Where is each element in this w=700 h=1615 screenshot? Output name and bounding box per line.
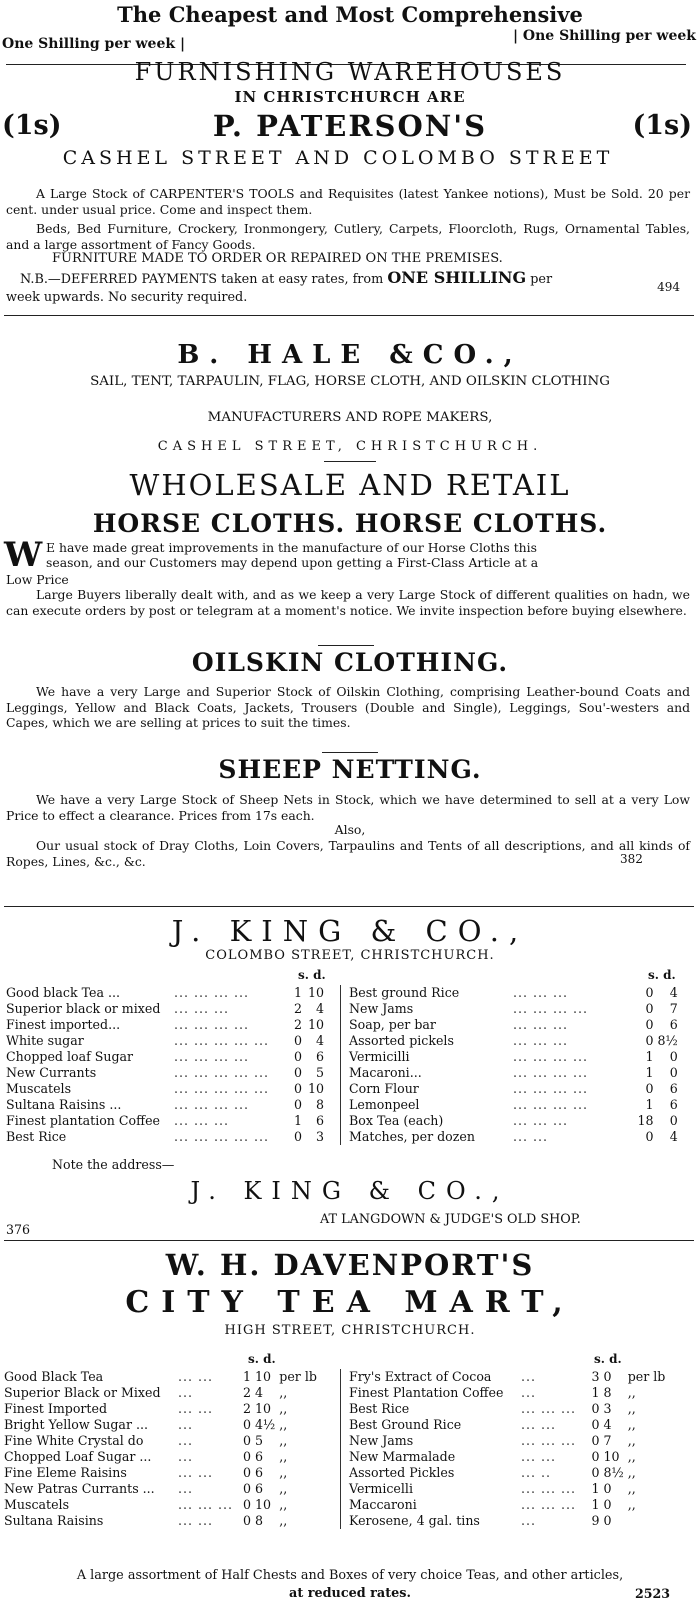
item-pence: 8½ (657, 1033, 678, 1048)
paterson-badge-right: (1s) (632, 110, 692, 141)
price-row (341, 1017, 680, 1033)
price-row (341, 1049, 680, 1065)
item-pence: 8 (255, 1513, 264, 1528)
price-row (2, 1369, 323, 1385)
hale-manufacturers: MANUFACTURERS AND ROPE MAKERS, (207, 410, 493, 425)
hale-horse-para-line3: Low Price (6, 572, 69, 587)
item-shillings: 1 (243, 1369, 252, 1384)
item-shillings: 0 (645, 985, 654, 1000)
hale-address-rule (324, 461, 376, 462)
price-row (2, 1401, 323, 1417)
item-pence: 4 (669, 985, 678, 1000)
item-name: Good black Tea ... (6, 985, 120, 1000)
paterson-nb-start: N.B.—DEFERRED PAYMENTS taken at easy rates, from (20, 272, 384, 287)
item-unit: ,, (627, 1385, 636, 1400)
item-pence: 4½ (255, 1417, 276, 1432)
item-pence: 3 (315, 1129, 324, 1144)
item-name: Chopped loaf Sugar (6, 1049, 134, 1064)
item-name: White sugar (6, 1033, 84, 1048)
paterson-furniture: FURNITURE MADE TO ORDER OR REPAIRED ON THE PREMISES. (52, 251, 503, 266)
davenport-right-price-table (340, 1369, 672, 1529)
item-shillings: 0 (243, 1449, 252, 1464)
king-left-header-d: d. (313, 968, 326, 982)
item-shillings: 0 (243, 1497, 252, 1512)
item-dots: ... ... ... ... (513, 1097, 589, 1112)
paterson-heading: The Cheapest and Most Comprehensive (117, 2, 583, 27)
item-shillings: 0 (243, 1433, 252, 1448)
item-name: Muscatels (6, 1081, 72, 1096)
item-unit (626, 1513, 672, 1529)
price-row (341, 1129, 680, 1145)
item-pence: 0 (603, 1497, 612, 1512)
price-row (341, 1417, 672, 1433)
item-dots: ... ... (521, 1417, 557, 1432)
price-row (341, 1369, 672, 1385)
item-name: Best Rice (341, 1401, 520, 1417)
hale-name: B. HALE &CO., (177, 340, 523, 370)
item-dots: ... ... ... ... ... (174, 1081, 270, 1096)
item-name: Assorted pickels (341, 1033, 512, 1049)
price-row (2, 1513, 323, 1529)
item-pence: 5 (255, 1433, 264, 1448)
price-row (4, 1081, 326, 1097)
item-dots: ... (521, 1513, 537, 1528)
item-dots: ... (521, 1385, 537, 1400)
price-row (341, 1065, 680, 1081)
item-name: Superior Black or Mixed (4, 1385, 161, 1400)
hale-usual-para: Our usual stock of Dray Cloths, Loin Covers, Tarpaulins and Tents of all descriptions, and all kinds of Ropes, Lines, &c., &c. (6, 838, 690, 869)
king-left-price-table (4, 985, 326, 1145)
price-row (341, 1465, 672, 1481)
item-name: Good Black Tea (4, 1369, 104, 1384)
item-pence: 4 (669, 1129, 678, 1144)
item-shillings: 0 (243, 1417, 252, 1432)
item-shillings: 0 (591, 1401, 600, 1416)
davenport-left-price-table (2, 1369, 323, 1529)
item-name: Finest Plantation Coffee (341, 1385, 520, 1401)
item-dots: ... (178, 1449, 194, 1464)
item-shillings: 1 (591, 1385, 600, 1400)
davenport-right-header (594, 1352, 622, 1366)
item-shillings: 2 (243, 1385, 252, 1400)
paterson-in-christchurch: IN CHRISTCHURCH ARE (234, 88, 466, 106)
item-shillings: 9 (591, 1513, 600, 1528)
item-dots: ... ... ... ... (174, 1097, 250, 1112)
item-shillings: 0 (591, 1433, 600, 1448)
paterson-name: P. PATERSON'S (212, 109, 488, 143)
item-name: Box Tea (each) (341, 1113, 512, 1129)
item-dots: ... ... ... ... (174, 985, 250, 1000)
item-dots: ... ... ... (513, 1017, 569, 1032)
price-row (4, 1033, 326, 1049)
price-row (341, 1001, 680, 1017)
hale-oilskin-heading: OILSKIN CLOTHING. (191, 648, 509, 677)
item-pence: 8½ (603, 1465, 624, 1480)
item-unit: per lb (627, 1369, 666, 1384)
item-shillings: 0 (293, 1129, 302, 1144)
item-shillings: 3 (591, 1369, 600, 1384)
item-name: Macaroni... (341, 1065, 512, 1081)
divider-3 (4, 1240, 694, 1241)
price-row (341, 1449, 672, 1465)
item-shillings: 0 (591, 1449, 600, 1464)
davenport-mart: CITY TEA MART, (125, 1285, 575, 1320)
item-pence: 0 (669, 1065, 678, 1080)
paterson-shilling-left: One Shilling per week | (2, 36, 186, 52)
item-name: Sultana Raisins (4, 1513, 104, 1528)
hale-address: CASHEL STREET, CHRISTCHURCH. (157, 439, 543, 454)
item-shillings: 0 (243, 1513, 252, 1528)
item-pence: 5 (315, 1065, 324, 1080)
item-unit: per lb (279, 1369, 317, 1384)
hale-horse-cloths: HORSE CLOTHS. HORSE CLOTHS. (92, 509, 608, 538)
item-unit: ,, (279, 1497, 288, 1512)
paterson-nb-end: per (530, 272, 553, 287)
item-name: Soap, per bar (341, 1017, 512, 1033)
price-row (341, 1481, 672, 1497)
item-shillings: 1 (591, 1481, 600, 1496)
item-dots: ... ... (521, 1449, 557, 1464)
item-unit: ,, (279, 1417, 288, 1432)
item-dots: ... ... ... (513, 985, 569, 1000)
item-shillings: 0 (293, 1065, 302, 1080)
price-row (4, 1049, 326, 1065)
paterson-nb-line2: week upwards. No security required. (6, 290, 248, 305)
item-dots: ... ... ... ... ... (174, 1033, 270, 1048)
price-row (4, 1001, 326, 1017)
hale-horse-para-line2: season, and our Customers may depend upon getting a First-Class Article at a (46, 555, 539, 570)
king-right-header-d: d. (663, 968, 676, 982)
item-pence: 0 (603, 1481, 612, 1496)
item-dots: ... (521, 1369, 537, 1384)
item-unit: ,, (627, 1465, 636, 1480)
hale-oilskin-para: We have a very Large and Superior Stock of Oilskin Clothing, comprising Leather-bound Coats and Leggings, Yellow and Black Coats, Jackets, Trousers (Double and Single), Leggings, Sou'-westers and Capes, which we are selling at prices to suit the times. (6, 684, 690, 730)
davenport-left-header (248, 1352, 276, 1366)
paterson-nb (20, 268, 552, 287)
price-row (4, 1017, 326, 1033)
item-pence: 7 (603, 1433, 612, 1448)
hale-oilskin-rule (318, 645, 374, 646)
item-pence: 10 (255, 1401, 272, 1416)
item-name: Assorted Pickles (341, 1465, 520, 1481)
item-dots: ... ... ... (174, 1113, 230, 1128)
paterson-warehouses: FURNISHING WAREHOUSES (134, 58, 566, 86)
item-shillings: 0 (243, 1481, 252, 1496)
hale-wholesale: WHOLESALE AND RETAIL (129, 468, 571, 502)
king-right-price-table (340, 985, 680, 1145)
item-pence: 0 (669, 1113, 678, 1128)
item-unit: ,, (279, 1385, 288, 1400)
item-shillings: 0 (293, 1097, 302, 1112)
item-pence: 4 (255, 1385, 264, 1400)
item-pence: 4 (603, 1417, 612, 1432)
item-pence: 10 (307, 985, 324, 1000)
item-shillings: 2 (293, 1017, 302, 1032)
price-row (2, 1417, 323, 1433)
davenport-left-header-s: s. (248, 1352, 259, 1366)
price-row (341, 1433, 672, 1449)
divider-1 (4, 315, 694, 316)
price-row (2, 1433, 323, 1449)
item-dots: ... ... ... ... (174, 1017, 250, 1032)
item-name: Lemonpeel (341, 1097, 512, 1113)
price-row (341, 1081, 680, 1097)
item-dots: ... (178, 1481, 194, 1496)
king-left-header (298, 968, 326, 982)
paterson-para-tools: A Large Stock of CARPENTER'S TOOLS and Requisites (latest Yankee notions), Must be Sold. 20 per cent. under usual price. Come and inspect them. (6, 186, 690, 217)
king-note: Note the address— (52, 1157, 175, 1172)
item-shillings: 2 (293, 1001, 302, 1016)
price-row (2, 1481, 323, 1497)
item-name: Finest imported... (6, 1017, 121, 1032)
item-name: Fry's Extract of Cocoa (341, 1369, 520, 1385)
price-row (341, 1385, 672, 1401)
king-number: 376 (6, 1222, 31, 1237)
item-shillings: 0 (243, 1465, 252, 1480)
item-name: Best Rice (6, 1129, 67, 1144)
item-name: Finest Imported (4, 1401, 108, 1416)
item-name: New Currants (6, 1065, 97, 1080)
item-dots: ... ... (178, 1513, 214, 1528)
item-dots: ... ... ... ... (513, 1081, 589, 1096)
item-shillings: 0 (293, 1081, 302, 1096)
item-name: Sultana Raisins ... (6, 1097, 122, 1112)
item-name: Matches, per dozen (341, 1129, 512, 1145)
item-pence: 4 (315, 1033, 324, 1048)
king-right-header (648, 968, 676, 982)
hale-buyers-para: Large Buyers liberally dealt with, and as we keep a very Large Stock of different qualities on hadn, we can execute orders by post or telegram at a moment's notice. We invite inspection before buying elsewhere. (6, 587, 690, 618)
item-shillings: 1 (293, 1113, 302, 1128)
item-name: Chopped Loaf Sugar ... (4, 1449, 152, 1464)
divider-2 (4, 906, 694, 907)
item-unit: ,, (627, 1433, 636, 1448)
item-pence: 6 (669, 1017, 678, 1032)
item-shillings: 0 (645, 1081, 654, 1096)
king-address: COLOMBO STREET, CHRISTCHURCH. (205, 948, 495, 963)
price-row (341, 1401, 672, 1417)
item-unit: ,, (279, 1401, 288, 1416)
hale-also: Also, (334, 822, 366, 837)
item-dots: ... (178, 1417, 194, 1432)
item-shillings: 1 (293, 985, 302, 1000)
item-pence: 6 (255, 1481, 264, 1496)
item-pence: 6 (255, 1465, 264, 1480)
item-shillings: 0 (645, 1129, 654, 1144)
item-pence: 7 (669, 1001, 678, 1016)
item-unit: ,, (627, 1417, 636, 1432)
item-dots: ... ... ... ... (513, 1001, 589, 1016)
item-pence: 10 (307, 1081, 324, 1096)
item-name: Superior black or mixed (6, 1001, 161, 1016)
price-row (4, 1113, 326, 1129)
item-unit: ,, (279, 1433, 288, 1448)
davenport-right-header-d: d. (609, 1352, 622, 1366)
item-shillings: 2 (243, 1401, 252, 1416)
item-pence: 10 (307, 1017, 324, 1032)
price-row (2, 1497, 323, 1513)
price-row (2, 1385, 323, 1401)
davenport-footer-line2: at reduced rates. (289, 1586, 411, 1601)
davenport-name: W. H. DAVENPORT'S (165, 1248, 535, 1282)
price-row (341, 985, 680, 1001)
price-row (2, 1465, 323, 1481)
item-dots: ... ... (178, 1401, 214, 1416)
item-pence: 8 (603, 1385, 612, 1400)
item-pence: 6 (315, 1049, 324, 1064)
davenport-number: 2523 (634, 1586, 670, 1601)
paterson-nb-bold: ONE SHILLING (387, 268, 527, 287)
item-unit: ,, (279, 1465, 288, 1480)
item-shillings: 0 (293, 1049, 302, 1064)
item-pence: 0 (603, 1513, 612, 1528)
item-name: Best ground Rice (341, 985, 512, 1001)
item-shillings: 18 (637, 1113, 654, 1128)
price-row (2, 1449, 323, 1465)
item-shillings: 1 (591, 1497, 600, 1512)
price-row (341, 1097, 680, 1113)
item-name: Bright Yellow Sugar ... (4, 1417, 148, 1432)
item-dots: ... (178, 1385, 194, 1400)
king-right-header-s: s. (648, 968, 659, 982)
item-unit: ,, (627, 1449, 636, 1464)
item-pence: 0 (603, 1369, 612, 1384)
item-pence: 8 (315, 1097, 324, 1112)
item-pence: 3 (603, 1401, 612, 1416)
paterson-shilling-right: | One Shilling per week (512, 28, 696, 44)
king-old-shop: AT LANGDOWN & JUDGE'S OLD SHOP. (320, 1212, 581, 1227)
item-pence: 10 (255, 1369, 272, 1384)
item-name: Fine Eleme Raisins (4, 1465, 127, 1480)
paterson-para-beds: Beds, Bed Furniture, Crockery, Ironmongery, Cutlery, Carpets, Floorcloth, Rugs, Ornamental Tables, and a large assortment of Fancy Goods. (6, 221, 690, 252)
item-pence: 0 (669, 1049, 678, 1064)
price-row (4, 1065, 326, 1081)
item-dots: ... ... (513, 1129, 549, 1144)
item-dots: ... ... ... (174, 1001, 230, 1016)
price-row (4, 985, 326, 1001)
item-name: New Patras Currants ... (4, 1481, 155, 1496)
item-dots: ... ... ... (521, 1497, 577, 1512)
item-dots: ... ... ... ... ... (174, 1065, 270, 1080)
item-pence: 6 (669, 1097, 678, 1112)
item-shillings: 0 (591, 1465, 600, 1480)
davenport-right-header-s: s. (594, 1352, 605, 1366)
item-dots: ... ... (178, 1465, 214, 1480)
item-name: Fine White Crystal do (4, 1433, 144, 1448)
item-dots: ... ... ... ... (513, 1065, 589, 1080)
davenport-footer-line1: A large assortment of Half Chests and Boxes of very choice Teas, and other articles, (76, 1568, 624, 1583)
item-unit: ,, (279, 1449, 288, 1464)
item-unit: ,, (279, 1513, 288, 1528)
item-shillings: 1 (645, 1049, 654, 1064)
davenport-left-header-d: d. (263, 1352, 276, 1366)
item-shillings: 0 (591, 1417, 600, 1432)
item-dots: ... ... ... (513, 1033, 569, 1048)
item-unit: ,, (279, 1481, 288, 1496)
price-row (4, 1097, 326, 1113)
item-dots: ... ... (178, 1369, 214, 1384)
item-unit: ,, (627, 1481, 636, 1496)
paterson-number: 494 (657, 280, 680, 294)
hale-trades: SAIL, TENT, TARPAULIN, FLAG, HORSE CLOTH, AND OILSKIN CLOTHING (90, 374, 610, 389)
paterson-streets: CASHEL STREET AND COLOMBO STREET (62, 147, 614, 169)
item-dots: ... .. (521, 1465, 552, 1480)
price-row (341, 1497, 672, 1513)
king-name: J. KING & CO., (171, 914, 529, 948)
item-unit: ,, (627, 1497, 636, 1512)
price-row (341, 1513, 672, 1529)
price-row (341, 1033, 680, 1049)
price-row (4, 1129, 326, 1145)
item-pence: 6 (315, 1113, 324, 1128)
king-left-header-s: s. (298, 968, 309, 982)
item-dots: ... ... ... ... (513, 1049, 589, 1064)
item-pence: 10 (255, 1497, 272, 1512)
item-dots: ... ... ... (521, 1481, 577, 1496)
item-shillings: 1 (645, 1065, 654, 1080)
hale-horse-para-line1: E have made great improvements in the manufacture of our Horse Cloths this (46, 540, 537, 555)
item-name: New Jams (341, 1001, 512, 1017)
item-dots: ... (178, 1433, 194, 1448)
item-dots: ... ... ... (521, 1433, 577, 1448)
king-name-repeat: J. KING & CO., (190, 1177, 510, 1205)
item-name: New Jams (341, 1433, 520, 1449)
item-shillings: 0 (645, 1001, 654, 1016)
item-pence: 6 (669, 1081, 678, 1096)
hale-number: 382 (620, 852, 643, 866)
hale-sheep-heading: SHEEP NETTING. (218, 755, 482, 784)
item-shillings: 0 (645, 1017, 654, 1032)
item-dots: ... ... ... (513, 1113, 569, 1128)
hale-drop-cap: W (4, 535, 43, 575)
item-pence: 4 (315, 1001, 324, 1016)
item-name: Best Ground Rice (341, 1417, 520, 1433)
item-name: Corn Flour (341, 1081, 512, 1097)
price-row (341, 1113, 680, 1129)
item-name: Kerosene, 4 gal. tins (341, 1513, 520, 1529)
item-pence: 10 (603, 1449, 620, 1464)
item-dots: ... ... ... ... (174, 1049, 250, 1064)
item-name: Muscatels (4, 1497, 70, 1512)
item-unit: ,, (627, 1401, 636, 1416)
paterson-badge-left: (1s) (2, 110, 62, 141)
item-name: Vermicelli (341, 1481, 520, 1497)
item-name: Maccaroni (341, 1497, 520, 1513)
item-shillings: 0 (645, 1033, 654, 1048)
item-name: Finest plantation Coffee (6, 1113, 160, 1128)
item-shillings: 1 (645, 1097, 654, 1112)
item-name: Vermicilli (341, 1049, 512, 1065)
davenport-address: HIGH STREET, CHRISTCHURCH. (224, 1323, 476, 1338)
item-shillings: 0 (293, 1033, 302, 1048)
item-name: New Marmalade (341, 1449, 520, 1465)
item-pence: 6 (255, 1449, 264, 1464)
item-dots: ... ... ... ... ... (174, 1129, 270, 1144)
item-dots: ... ... ... (521, 1401, 577, 1416)
hale-sheep-para: We have a very Large Stock of Sheep Nets in Stock, which we have determined to sell at a very Low Price to effect a clearance. Prices from 17s each. (6, 792, 690, 823)
hale-sheep-rule (322, 752, 378, 753)
item-dots: ... ... ... (178, 1497, 234, 1512)
